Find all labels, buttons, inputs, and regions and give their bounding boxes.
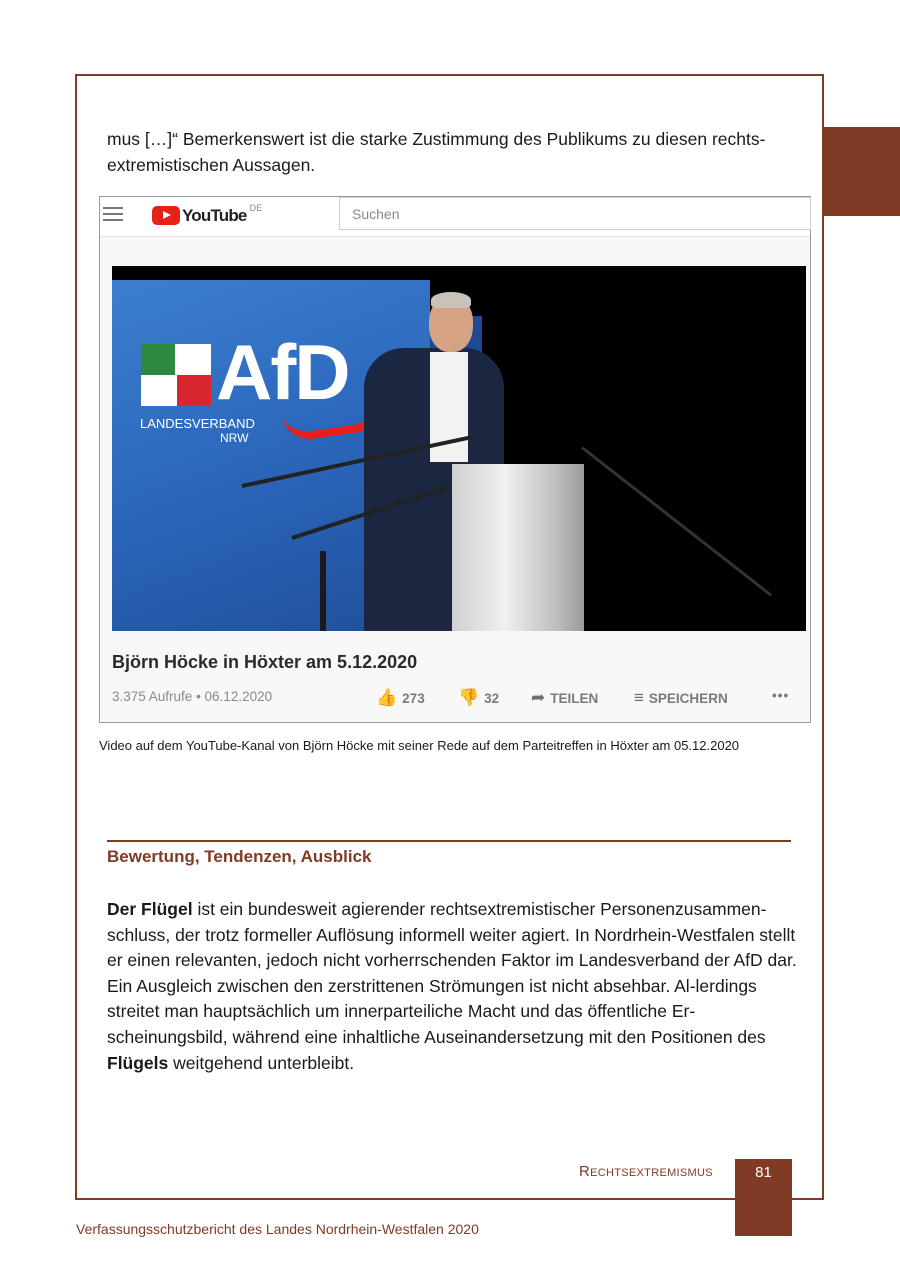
share-label: TEILEN xyxy=(550,690,599,706)
nrw-coat-of-arms xyxy=(141,344,211,406)
figure-caption: Video auf dem YouTube-Kanal von Björn Höcke mit seiner Rede auf dem Parteitreffen in Höxter am 05.12.2020 xyxy=(99,738,740,753)
playlist-add-icon: ≡ xyxy=(634,688,644,707)
banner-logo-text: AfD xyxy=(216,328,349,416)
body-paragraph xyxy=(107,897,797,1076)
podium xyxy=(452,464,584,631)
like-count: 273 xyxy=(402,690,425,706)
save-label: SPEICHERN xyxy=(648,690,728,706)
like-button[interactable] xyxy=(376,688,425,708)
thumbs-up-icon: 👍 xyxy=(376,688,398,707)
chapter-tab xyxy=(824,127,900,216)
speaker-hair xyxy=(431,292,471,308)
body-text-part2: weitgehend unterbleibt. xyxy=(168,1052,355,1073)
microphone-stand xyxy=(581,446,772,596)
save-button[interactable] xyxy=(634,688,728,708)
menu-icon[interactable] xyxy=(103,207,123,221)
banner-subtitle: LANDESVERBAND xyxy=(140,416,255,431)
search-input[interactable]: Suchen xyxy=(339,197,811,230)
views-date: 3.375 Aufrufe • 06.12.2020 xyxy=(112,689,273,704)
dislike-button[interactable] xyxy=(458,688,499,708)
mic-stand-pole xyxy=(320,551,326,631)
publication-footer: Verfassungsschutzbericht des Landes Nordrhein-Westfalen 2020 xyxy=(76,1221,479,1237)
bold-term-fluegels: Flügels xyxy=(107,1052,169,1073)
section-heading: Bewertung, Tendenzen, Ausblick xyxy=(107,847,372,866)
youtube-screenshot xyxy=(99,196,811,723)
page-number: 81 xyxy=(755,1164,772,1181)
banner-region: NRW xyxy=(220,431,249,445)
body-text-part1: ist ein bundesweit agierender rechtsextremistischer Personenzusammen-schluss, der trotz formeller Auflösung informell weiter agiert. In Nordrhein-Westfalen stellt er einen relevanten, jedoch nicht vorherrschenden Faktor im Landesverband der AfD dar. Ein Ausgleich zwischen den zerstrittenen Strömungen ist nicht absehbar. Al-lerdings streitet man hauptsächlich um innerparteiliche Macht und das öffentliche Er-scheinungsbild, während eine inhaltliche Auseinandersetzung mit den Positionen des xyxy=(107,899,797,1047)
dislike-count: 32 xyxy=(484,690,500,706)
video-player[interactable] xyxy=(112,266,806,631)
youtube-header xyxy=(100,197,810,237)
section-rule xyxy=(107,840,791,842)
more-options-button[interactable]: ••• xyxy=(772,688,790,703)
play-icon xyxy=(152,206,180,225)
video-title[interactable]: Björn Höcke in Höxter am 5.12.2020 xyxy=(112,652,418,672)
region-label: DE xyxy=(249,203,263,213)
share-button[interactable] xyxy=(531,688,598,708)
intro-paragraph: mus […]“ Bemerkenswert ist die starke Zustimmung des Publikums zu diesen rechts-extremistischen Aussagen. xyxy=(107,129,766,175)
youtube-logo[interactable] xyxy=(152,205,262,227)
youtube-logo-word: YouTube xyxy=(182,206,247,225)
bold-term-fluegel: Der Flügel xyxy=(107,899,193,919)
share-arrow-icon: ➦ xyxy=(531,688,546,707)
thumbs-down-icon: 👎 xyxy=(458,688,480,707)
running-head: Rechtsextremismus xyxy=(579,1163,713,1180)
video-meta xyxy=(112,688,802,708)
